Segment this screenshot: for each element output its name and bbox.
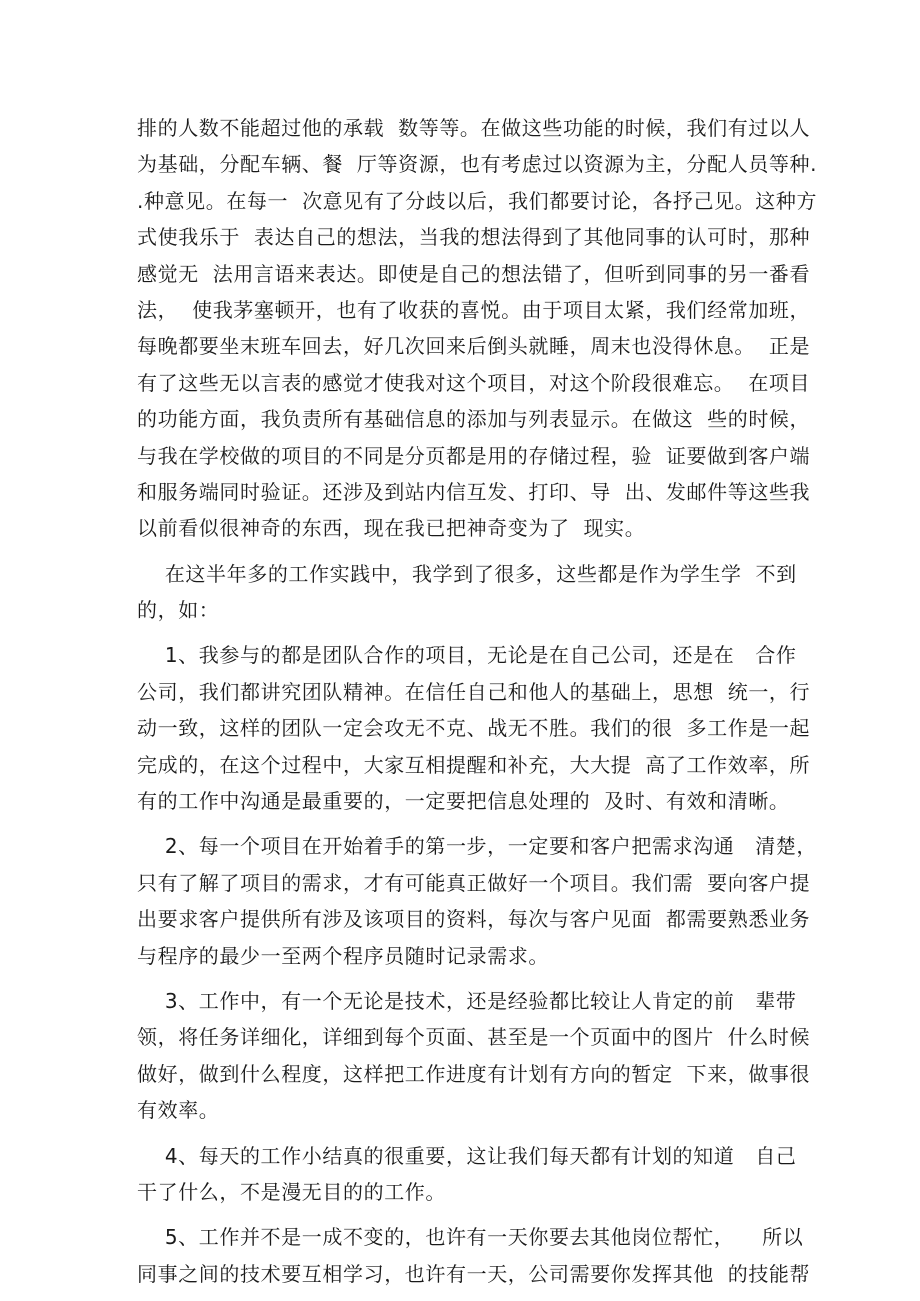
paragraph-spacer xyxy=(137,819,797,828)
text-line: 2、每一个项目在开始着手的第一步，一定要和客户把需求沟通 清楚， xyxy=(137,834,818,859)
text-line: 和服务端同时验证。还涉及到站内信互发、打印、导 出、发邮件等这些我 xyxy=(137,479,811,504)
text-line: 出要求客户提供所有涉及该项目的资料，每次与客户见面 都需要熟悉业务 xyxy=(137,907,811,932)
text-line: 与我在学校做的项目的不同是分页都是用的存储过程，验 证要做到客户端 xyxy=(137,443,811,468)
text-line: 与程序的最少一至两个程序员随时记录需求。 xyxy=(137,943,549,968)
text-line: 有的工作中沟通是最重要的，一定要把信息处理的 及时、有效和清晰。 xyxy=(137,789,790,814)
paragraph-spacer xyxy=(137,1129,797,1138)
text-line: .种意见。在每一 次意见有了分歧以后，我们都要讨论，各抒己见。这种方 xyxy=(137,188,818,213)
text-line: 做好，做到什么程度，这样把工作进度有计划有方向的暂定 下来，做事很 xyxy=(137,1061,811,1086)
paragraph-spacer xyxy=(137,547,797,556)
text-line: 排的人数不能超过他的承载 数等等。在做这些功能的时候，我们有过以人 xyxy=(137,116,811,140)
paragraph-7 xyxy=(137,1219,811,1292)
text-line: 有了这些无以言表的感觉才使我对这个项目，对这个阶段很难忘。 在项目 xyxy=(137,370,811,395)
paragraph-spacer xyxy=(137,628,797,637)
text-line: 完成的，在这个过程中，大家互相提醒和补充，大大提 高了工作效率，所 xyxy=(137,752,811,777)
text-line: 公司，我们都讲究团队精神。在信任自己和他人的基础上，思想 统一，行 xyxy=(137,679,811,704)
text-line: 3、工作中，有一个无论是技术，还是经验都比较让人肯定的前 辈带 xyxy=(137,988,797,1013)
paragraph-4 xyxy=(137,828,818,974)
text-line: 以前看似很神奇的东西，现在我已把神奇变为了 现实。 xyxy=(137,516,646,541)
text-line: 式使我乐于 表达自己的想法，当我的想法得到了其他同事的认可时，那种 xyxy=(137,225,811,250)
paragraph-1 xyxy=(137,110,818,547)
text-line: 为基础，分配车辆、餐 厅等资源，也有考虑过以资源为主，分配人员等种. xyxy=(137,152,818,177)
text-line: 法， 使我茅塞顿开，也有了收获的喜悦。由于项目太紧，我们经常加班， xyxy=(137,297,811,322)
text-line: 有效率。 xyxy=(137,1098,220,1123)
paragraph-3 xyxy=(137,637,811,819)
text-line: 只有了解了项目的需求，才有可能真正做好一个项目。我们需 要向客户提 xyxy=(137,870,811,895)
text-line: 领，将任务详细化，详细到每个页面、甚至是一个页面中的图片 什么时候 xyxy=(137,1025,811,1050)
text-line: 干了什么，不是漫无目的的工作。 xyxy=(137,1179,446,1204)
text-line: 1、我参与的都是团队合作的项目，无论是在自己公司，还是在 合作 xyxy=(137,643,797,668)
paragraph-5 xyxy=(137,983,811,1129)
paragraph-spacer xyxy=(137,1210,797,1219)
text-line: 同事之间的技术要互相学习，也许有一天，公司需要你发挥其他 的技能帮 xyxy=(137,1261,811,1286)
text-line: 的，如： xyxy=(137,598,220,623)
text-line: 的功能方面，我负责所有基础信息的添加与列表显示。在做这 些的时候， xyxy=(137,407,811,432)
document-body xyxy=(137,110,818,1292)
text-line: 在这半年多的工作实践中，我学到了很多，这些都是作为学生学 不到 xyxy=(137,561,797,586)
paragraph-6 xyxy=(137,1138,797,1211)
paragraph-spacer xyxy=(137,974,797,983)
paragraph-2 xyxy=(137,556,797,629)
text-line: 每晚都要坐末班车回去，好几次回来后倒头就睡，周末也没得休息。 正是 xyxy=(137,334,811,359)
text-line: 感觉无 法用言语来表达。即使是自己的想法错了，但听到同事的另一番看 xyxy=(137,261,811,286)
text-line: 5、工作并不是一成不变的，也许有一天你要去其他岗位帮忙， 所以 xyxy=(137,1225,804,1250)
text-line: 4、每天的工作小结真的很重要，这让我们每天都有计划的知道 自己 xyxy=(137,1143,797,1168)
text-line: 动一致，这样的团队一定会攻无不克、战无不胜。我们的很 多工作是一起 xyxy=(137,716,811,741)
